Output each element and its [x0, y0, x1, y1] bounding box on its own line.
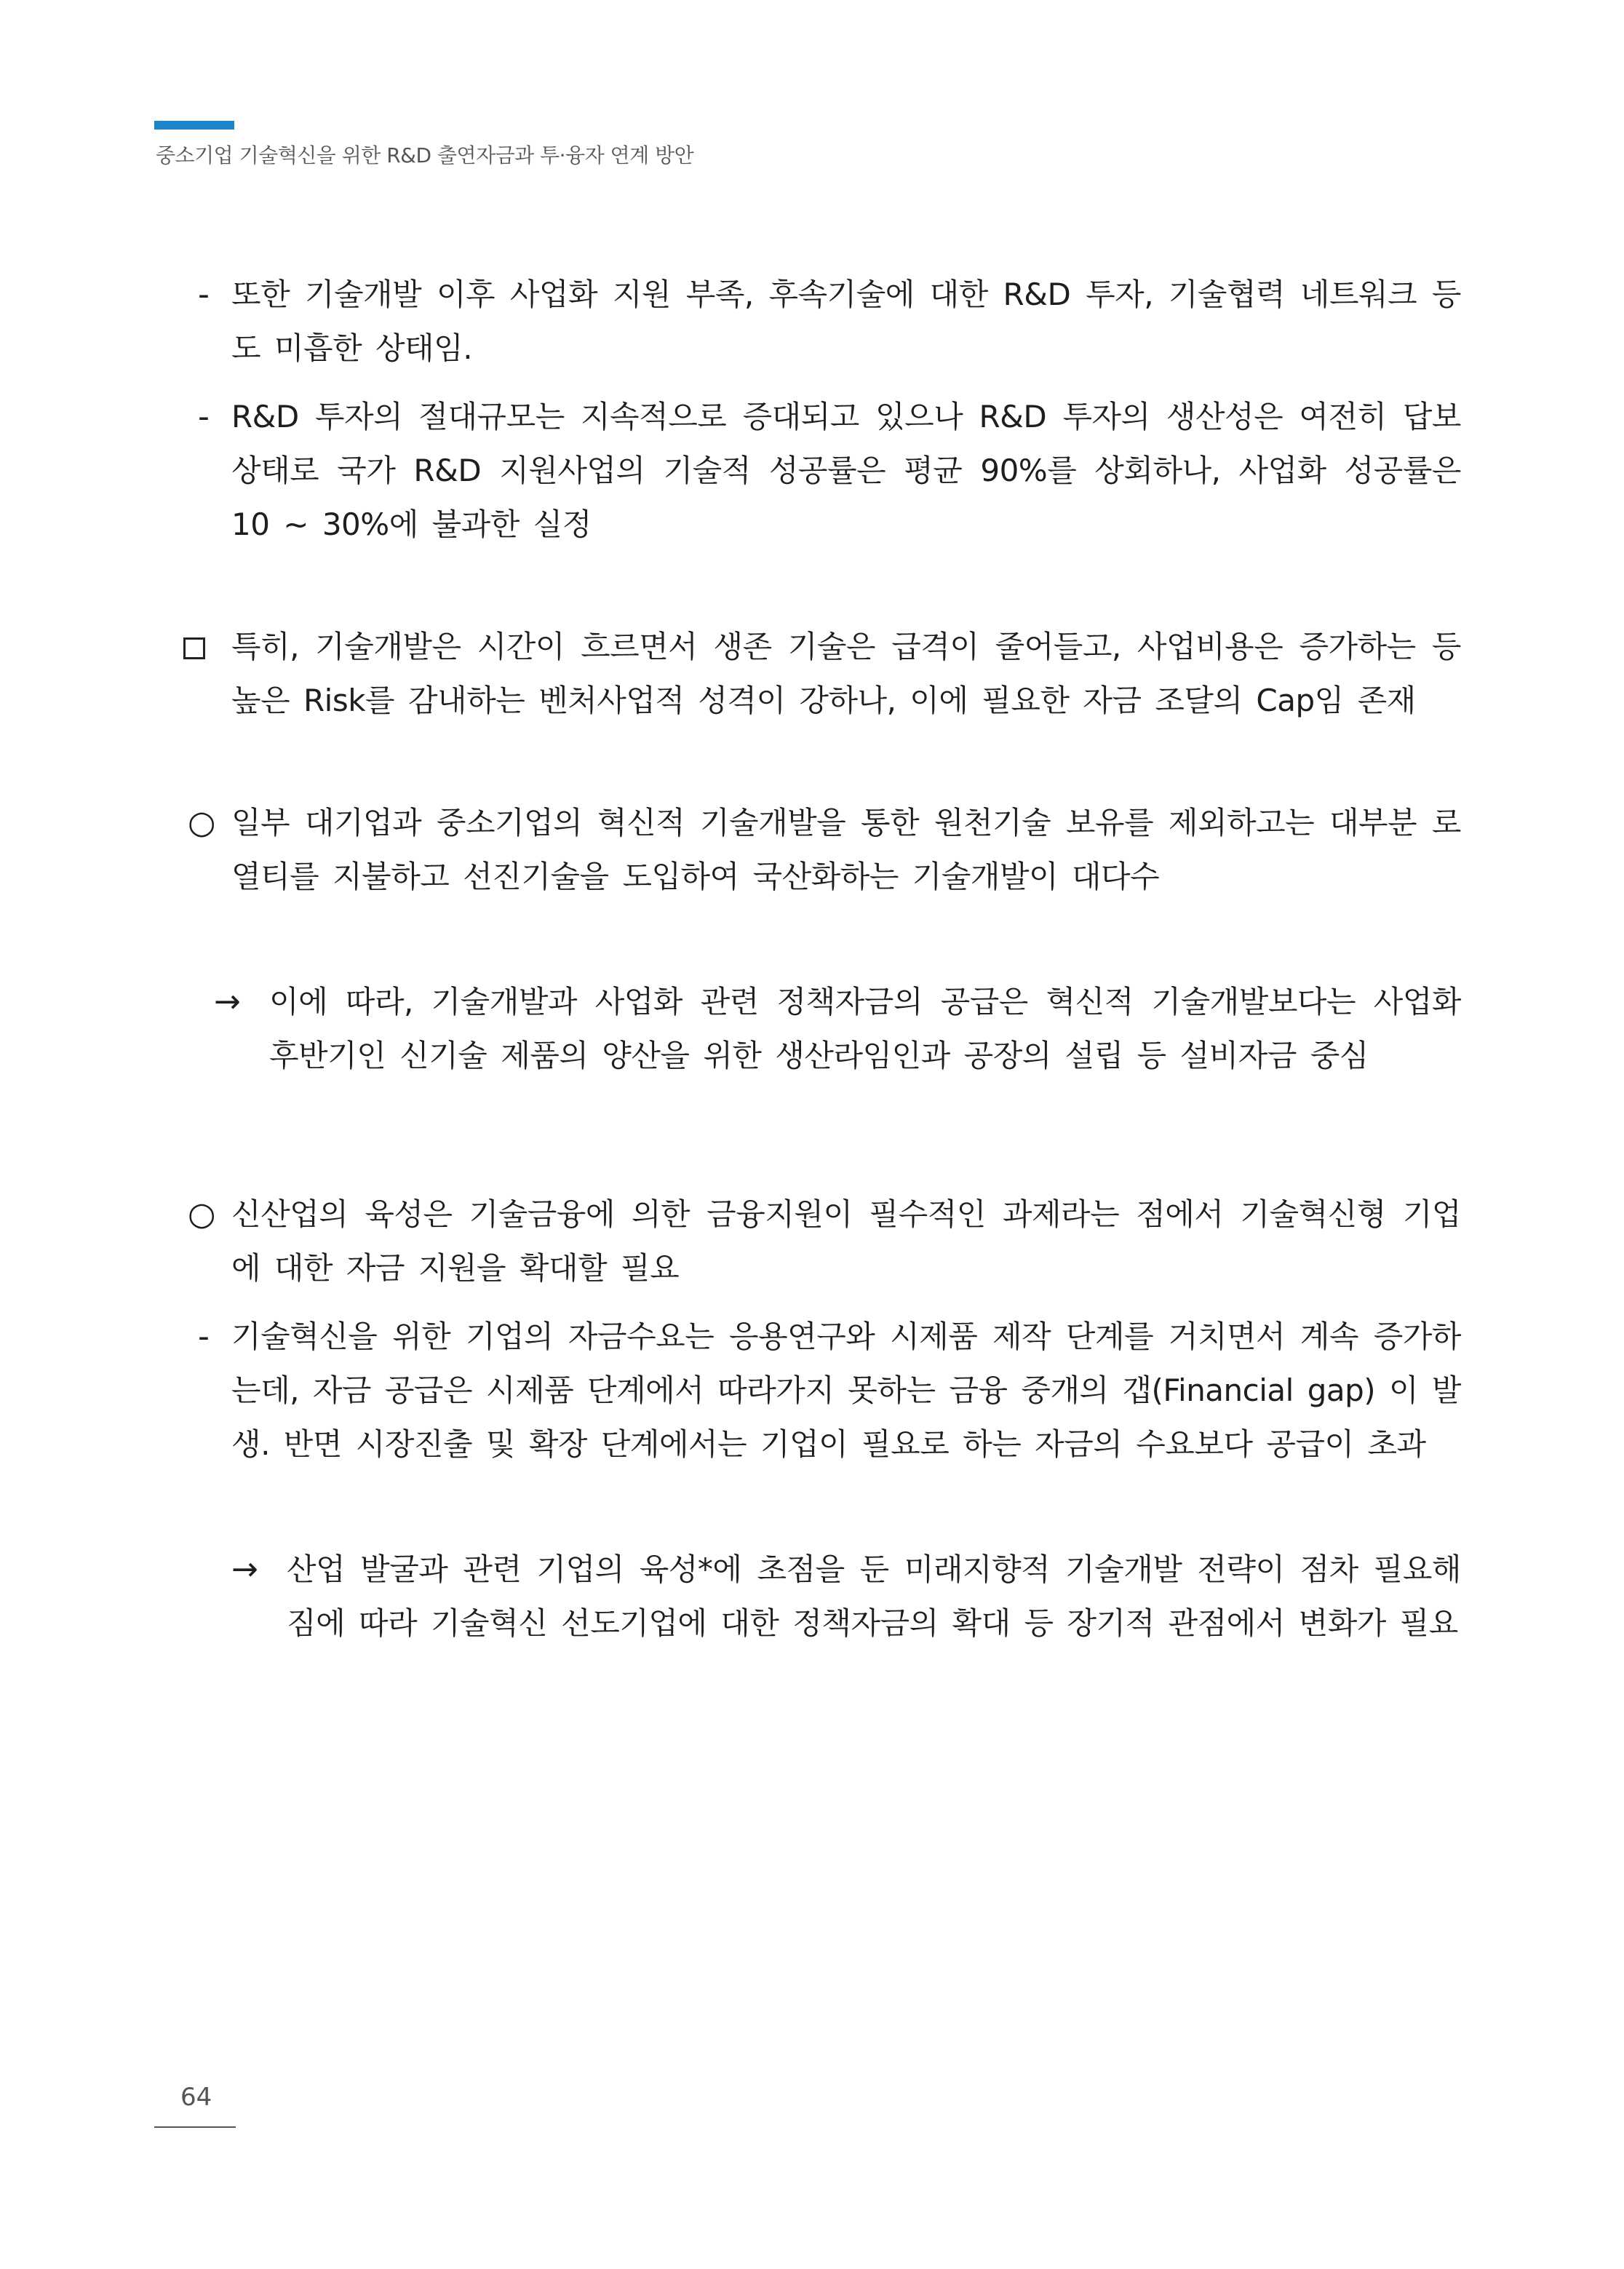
paragraph-6: 신산업의 육성은 기술금융에 의한 금융지원이 필수적인 과제라는 점에서 기술혁신형 기업에 대한 자금 지원을 확대할 필요 — [231, 1196, 1461, 1286]
arrow-marker: → — [231, 1551, 258, 1588]
circle-marker: ○ — [188, 804, 216, 841]
checkbox-square-icon — [183, 637, 205, 659]
paragraph-8: 산업 발굴과 관련 기업의 육성*에 초점을 둔 미래지향적 기술개발 전략이 점차 필요해짐에 따라 기술혁신 선도기업에 대한 정책자금의 확대 등 장기적 관점에서 변화가 필요 — [287, 1551, 1461, 1641]
footer-divider — [154, 2126, 236, 2128]
arrow-marker: → — [214, 983, 241, 1020]
paragraph-5: 이에 따라, 기술개발과 사업화 관련 정책자금의 공급은 혁신적 기술개발보다는 사업화 후반기인 신기술 제품의 양산을 위한 생산라임인과 공장의 설립 등 설비자금 중심 — [269, 984, 1461, 1073]
paragraph-2: R&D 투자의 절대규모는 지속적으로 증대되고 있으나 R&D 투자의 생산성은 여전히 답보 상태로 국가 R&D 지원사업의 기술적 성공률은 평균 90%를 상회하나, 사업화 성공률은 10 ~ 30%에 불과한 실정 — [231, 399, 1461, 542]
header-accent-bar — [154, 121, 234, 130]
paragraph-1: 또한 기술개발 이후 사업화 지원 부족, 후속기술에 대한 R&D 투자, 기술협력 네트워크 등도 미흡한 상태임. — [231, 277, 1461, 366]
paragraph-7: 기술혁신을 위한 기업의 자금수요는 응용연구와 시제품 제작 단계를 거치면서 계속 증가하는데, 자금 공급은 시제품 단계에서 따라가지 못하는 금융 중개의 갭(Financial gap) 이 발생. 반면 시장진출 및 확장 단계에서는 기업이 필요로 하는 자금의 수요보다 공급이 초과 — [231, 1319, 1461, 1462]
page-number: 64 — [180, 2083, 212, 2112]
running-header: 중소기업 기술혁신을 위한 R&D 출연자금과 투·융자 연계 방안 — [156, 143, 694, 167]
dash-marker: - — [198, 1318, 210, 1355]
paragraph-3: 특히, 기술개발은 시간이 흐르면서 생존 기술은 급격이 줄어들고, 사업비용은 증가하는 등 높은 Risk를 감내하는 벤처사업적 성격이 강하나, 이에 필요한 자금 조달의 Cap임 존재 — [231, 629, 1461, 718]
circle-marker: ○ — [188, 1196, 216, 1233]
paragraph-4: 일부 대기업과 중소기업의 혁신적 기술개발을 통한 원천기술 보유를 제외하고는 대부분 로열티를 지불하고 선진기술을 도입하여 국산화하는 기술개발이 대다수 — [231, 805, 1461, 894]
dash-marker: - — [198, 398, 210, 435]
dash-marker: - — [198, 276, 210, 313]
